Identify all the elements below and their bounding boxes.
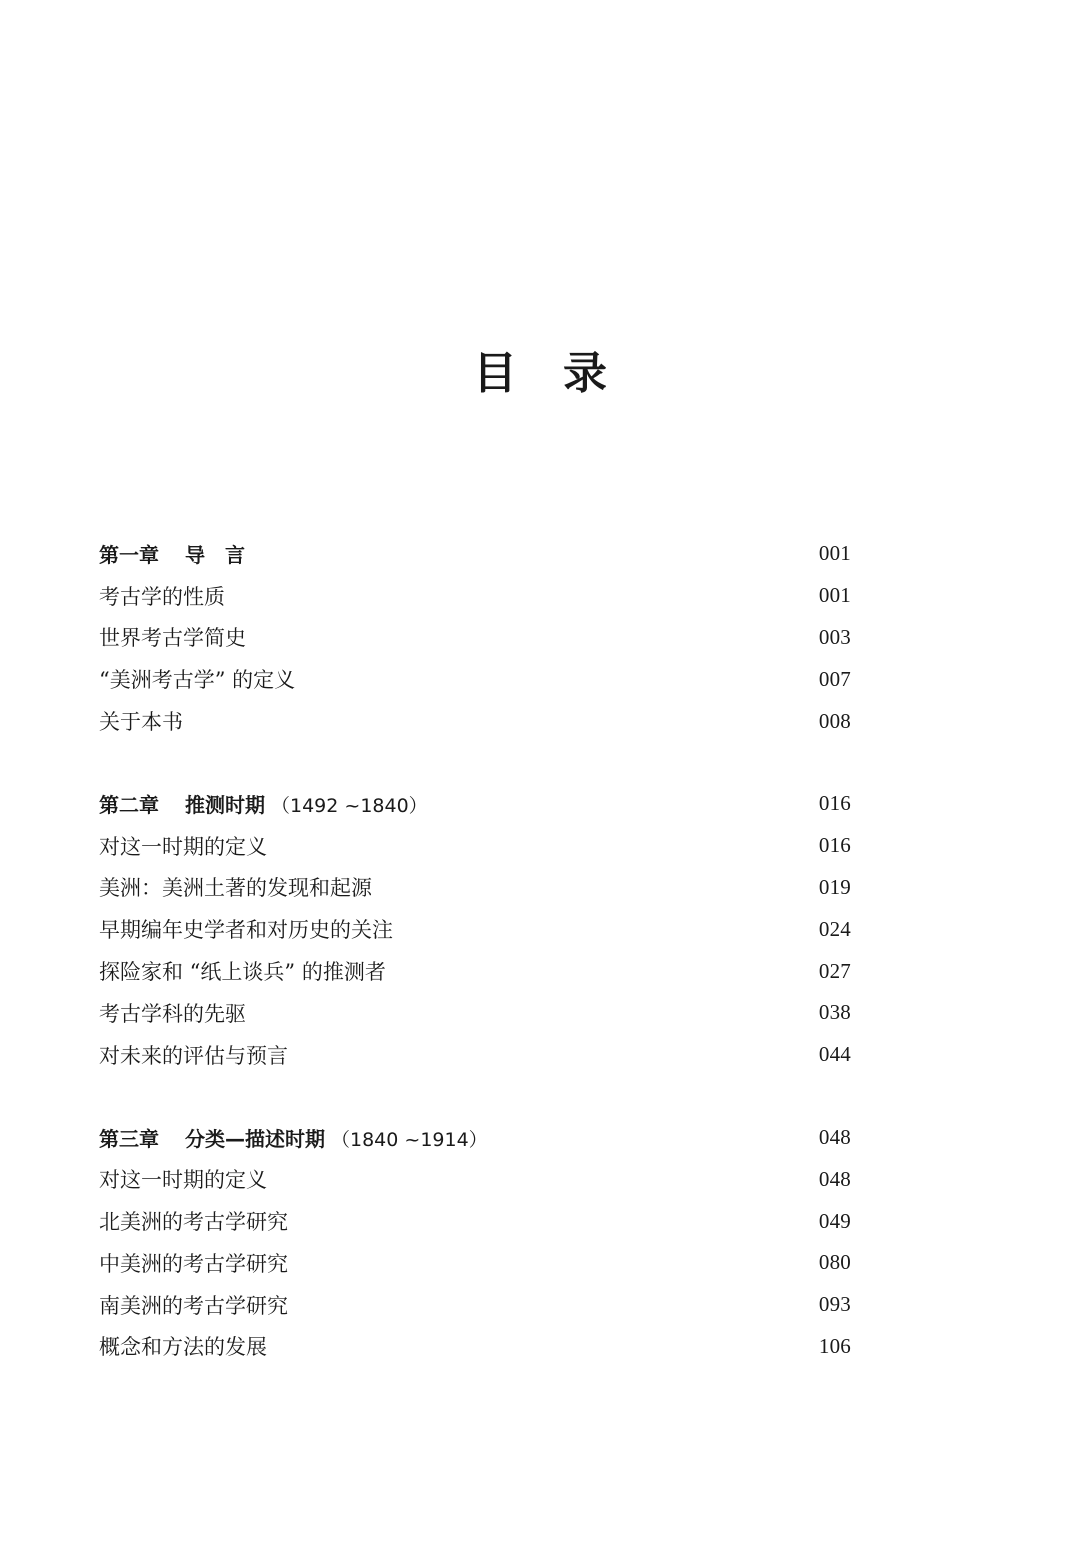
toc-entry-label: 南美洲的考古学研究 <box>99 1293 288 1318</box>
page-number: 038 <box>818 1000 851 1025</box>
chapter-title: 分类—描述时期 <box>185 1126 325 1151</box>
toc-entry[interactable] <box>99 1284 851 1326</box>
toc-entry[interactable] <box>99 992 851 1034</box>
chapter-title: 导 言 <box>185 543 245 568</box>
toc-entry-label: 探险家和 “纸上谈兵” 的推测者 <box>99 960 386 985</box>
chapter-dates: （1492 ~1840） <box>271 795 428 818</box>
page-number: 019 <box>818 874 851 899</box>
page-number: 016 <box>818 791 851 816</box>
toc-entry-label: 中美洲的考古学研究 <box>99 1251 288 1276</box>
page-number: 007 <box>818 666 851 691</box>
chapter-number: 第三章 <box>99 1126 159 1151</box>
toc-entry[interactable] <box>99 617 851 659</box>
page-number: 001 <box>818 583 851 608</box>
toc-entry[interactable] <box>99 950 851 992</box>
chapter-3 <box>99 1117 851 1368</box>
toc-entry-label: 北美洲的考古学研究 <box>99 1210 288 1235</box>
toc-title-char: 录 <box>563 348 607 399</box>
chapter-1 <box>99 533 851 742</box>
page-number: 044 <box>818 1042 851 1067</box>
chapter-title: 推测时期 <box>185 793 265 818</box>
page-number: 024 <box>818 916 851 941</box>
toc-title <box>0 344 1080 404</box>
toc-entry[interactable] <box>99 1242 851 1284</box>
page-number: 106 <box>818 1333 851 1358</box>
toc-entry-label: 早期编年史学者和对历史的关注 <box>99 918 393 943</box>
chapter-heading-label <box>99 539 245 568</box>
toc-entry[interactable] <box>99 700 851 742</box>
page-number: 093 <box>818 1292 851 1317</box>
toc-entry[interactable] <box>99 867 851 909</box>
chapter-heading-label <box>99 789 428 818</box>
chapter-2 <box>99 783 851 1076</box>
chapter-heading[interactable] <box>99 533 851 575</box>
page-number: 008 <box>818 708 851 733</box>
toc-entry-label: 概念和方法的发展 <box>99 1335 267 1360</box>
toc-entry-label: 对未来的评估与预言 <box>99 1043 288 1068</box>
toc-entry-label: 考古学的性质 <box>99 584 225 609</box>
toc-entry[interactable] <box>99 1158 851 1200</box>
toc-entry-label: 对这一时期的定义 <box>99 1168 267 1193</box>
page-number: 048 <box>818 1166 851 1191</box>
toc-entry-label: 考古学科的先驱 <box>99 1001 246 1026</box>
toc-entry[interactable] <box>99 825 851 867</box>
toc-entry[interactable] <box>99 908 851 950</box>
toc-entry[interactable] <box>99 658 851 700</box>
toc-title-char: 目 <box>473 348 517 399</box>
chapter-number: 第二章 <box>99 793 159 818</box>
page-number: 003 <box>818 624 851 649</box>
page-number: 001 <box>818 541 851 566</box>
toc-entry[interactable] <box>99 1200 851 1242</box>
toc-entry-label: “美洲考古学” 的定义 <box>99 668 296 693</box>
page-number: 049 <box>818 1208 851 1233</box>
page-number: 027 <box>818 958 851 983</box>
toc-list <box>99 533 851 1408</box>
toc-entry-label: 关于本书 <box>99 710 183 735</box>
chapter-dates: （1840 ~1914） <box>331 1128 488 1151</box>
toc-entry[interactable] <box>99 1034 851 1076</box>
chapter-heading-label <box>99 1123 488 1152</box>
page-number: 016 <box>818 833 851 858</box>
toc-entry-label: 对这一时期的定义 <box>99 834 267 859</box>
toc-entry[interactable] <box>99 575 851 617</box>
toc-entry[interactable] <box>99 1326 851 1368</box>
chapter-number: 第一章 <box>99 543 159 568</box>
chapter-heading[interactable] <box>99 783 851 825</box>
page-number: 080 <box>818 1250 851 1275</box>
toc-entry-label: 世界考古学简史 <box>99 626 246 651</box>
page-number: 048 <box>818 1124 851 1149</box>
toc-entry-label: 美洲：美洲土著的发现和起源 <box>99 876 372 901</box>
chapter-heading[interactable] <box>99 1117 851 1159</box>
